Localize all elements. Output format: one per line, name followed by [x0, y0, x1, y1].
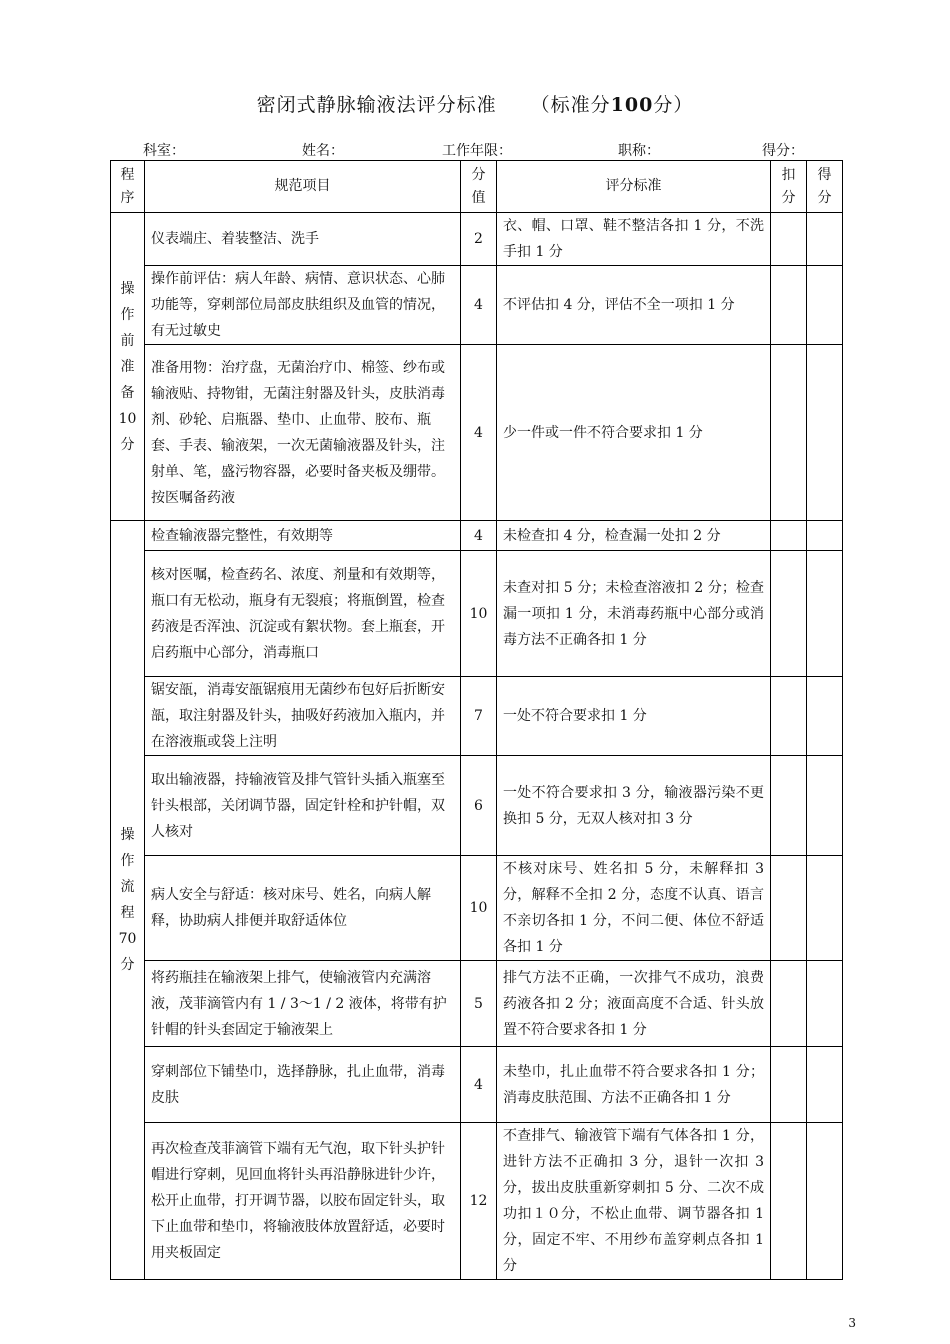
deduct-cell[interactable]: [771, 1047, 807, 1123]
deduct-cell[interactable]: [771, 551, 807, 677]
header-points: 分 值: [461, 161, 497, 213]
table-row: [111, 856, 843, 961]
criteria-cell: 一处不符合要求扣 1 分: [497, 677, 771, 756]
department-label: 科室：: [143, 143, 185, 159]
got-cell[interactable]: [807, 213, 843, 266]
header-criteria: 评分标准: [497, 161, 771, 213]
points-cell: 7: [461, 677, 497, 756]
years-label: 工作年限：: [442, 143, 512, 159]
item-cell: 锯安瓿，消毒安瓿锯痕用无菌纱布包好后折断安瓿，取注射器及针头，抽吸好药液加入瓶内，并在溶液瓶或袋上注明: [145, 677, 461, 756]
points-cell: 4: [461, 1047, 497, 1123]
got-cell[interactable]: [807, 677, 843, 756]
points-cell: 12: [461, 1123, 497, 1280]
title-main: 密闭式静脉输液法评分标准: [256, 94, 497, 116]
item-cell: 准备用物：治疗盘，无菌治疗巾、棉签、纱布或输液贴、持物钳，无菌注射器及针头，皮肤消毒剂、砂轮、启瓶器、垫巾、止血带、胶布、瓶套、手表、输液架，一次无菌输液器及针头，注射单、笔，盛污物容器，必要时备夹板及绷带。按医嘱备药液: [145, 345, 461, 521]
table-row: [111, 551, 843, 677]
deduct-cell[interactable]: [771, 856, 807, 961]
points-cell: 4: [461, 266, 497, 345]
table-row: [111, 677, 843, 756]
criteria-cell: 未检查扣 4 分，检查漏一处扣 2 分: [497, 521, 771, 551]
criteria-cell: 少一件或一件不符合要求扣 1 分: [497, 345, 771, 521]
criteria-cell: 一处不符合要求扣 3 分，输液器污染不更换扣 5 分，无双人核对扣 3 分: [497, 756, 771, 856]
deduct-cell[interactable]: [771, 677, 807, 756]
table-row: [111, 756, 843, 856]
rank-label: 职称：: [618, 143, 660, 159]
item-cell: 操作前评估：病人年龄、病情、意识状态、心肺功能等，穿刺部位局部皮肤组织及血管的情况，有无过敏史: [145, 266, 461, 345]
header-item: 规范项目: [145, 161, 461, 213]
points-cell: 2: [461, 213, 497, 266]
criteria-cell: 衣、帽、口罩、鞋不整洁各扣 1 分，不洗手扣 1 分: [497, 213, 771, 266]
points-cell: 10: [461, 856, 497, 961]
deduct-cell[interactable]: [771, 266, 807, 345]
got-cell[interactable]: [807, 961, 843, 1047]
table-row: [111, 1123, 843, 1280]
got-cell[interactable]: [807, 1123, 843, 1280]
table-row: [111, 961, 843, 1047]
document-title: [0, 90, 950, 117]
title-score-suffix: 分）: [653, 94, 694, 116]
table-row: [111, 521, 843, 551]
criteria-cell: 不评估扣 4 分，评估不全一项扣 1 分: [497, 266, 771, 345]
got-cell[interactable]: [807, 345, 843, 521]
deduct-cell[interactable]: [771, 961, 807, 1047]
table-row: [111, 1047, 843, 1123]
page-number: 3: [848, 1316, 856, 1330]
table-row: [111, 213, 843, 266]
item-cell: 仪表端庄、着装整洁、洗手: [145, 213, 461, 266]
got-cell[interactable]: [807, 521, 843, 551]
header-got: 得 分: [807, 161, 843, 213]
item-cell: 将药瓶挂在输液架上排气，使输液管内充满溶液，茂菲滴管内有 1 / 3～1 / 2 液体，将带有护针帽的针头套固定于输液架上: [145, 961, 461, 1047]
item-cell: 核对医嘱，检查药名、浓度、剂量和有效期等，瓶口有无松动，瓶身有无裂痕；将瓶倒置，检查药液是否浑浊、沉淀或有絮状物。套上瓶套，开启药瓶中心部分，消毒瓶口: [145, 551, 461, 677]
item-cell: 再次检查茂菲滴管下端有无气泡，取下针头护针帽进行穿刺，见回血将针头再沿静脉进针少许，松开止血带，打开调节器，以胶布固定针头，取下止血带和垫巾，将输液肢体放置舒适，必要时用夹板固定: [145, 1123, 461, 1280]
table-header: [111, 161, 843, 213]
deduct-cell[interactable]: [771, 1123, 807, 1280]
item-cell: 穿刺部位下铺垫巾，选择静脉，扎止血带，消毒皮肤: [145, 1047, 461, 1123]
got-cell[interactable]: [807, 856, 843, 961]
criteria-cell: 未垫巾，扎止血带不符合要求各扣 1 分；消毒皮肤范围、方法不正确各扣 1 分: [497, 1047, 771, 1123]
table-row: [111, 266, 843, 345]
points-cell: 4: [461, 345, 497, 521]
title-score-prefix: （标准分: [530, 94, 611, 116]
name-label: 姓名：: [302, 143, 344, 159]
score-label: 得分：: [762, 143, 804, 159]
scoring-table: [110, 160, 843, 1280]
info-line: [0, 140, 950, 160]
got-cell[interactable]: [807, 551, 843, 677]
section-label-process: 操 作 流 程 70 分: [111, 521, 145, 1280]
header-procedure: 程 序: [111, 161, 145, 213]
item-cell: 取出输液器，持输液管及排气管针头插入瓶塞至针头根部，关闭调节器，固定针栓和护针帽，双人核对: [145, 756, 461, 856]
table-row: [111, 345, 843, 521]
criteria-cell: 不核对床号、姓名扣 5 分，未解释扣 3 分，解释不全扣 2 分，态度不认真、语言不亲切各扣 1 分，不问二便、体位不舒适各扣 1 分: [497, 856, 771, 961]
deduct-cell[interactable]: [771, 756, 807, 856]
item-cell: 病人安全与舒适：核对床号、姓名，向病人解释，协助病人排便并取舒适体位: [145, 856, 461, 961]
points-cell: 4: [461, 521, 497, 551]
criteria-cell: 排气方法不正确，一次排气不成功，浪费药液各扣 2 分；液面高度不合适、针头放置不符合要求各扣 1 分: [497, 961, 771, 1047]
got-cell[interactable]: [807, 1047, 843, 1123]
deduct-cell[interactable]: [771, 521, 807, 551]
deduct-cell[interactable]: [771, 213, 807, 266]
section-label-prep: 操 作 前 准 备 10 分: [111, 213, 145, 521]
deduct-cell[interactable]: [771, 345, 807, 521]
points-cell: 6: [461, 756, 497, 856]
item-cell: 检查输液器完整性，有效期等: [145, 521, 461, 551]
title-score-value: 100: [610, 94, 654, 116]
got-cell[interactable]: [807, 756, 843, 856]
criteria-cell: 未查对扣 5 分；未检查溶液扣 2 分；检查漏一项扣 1 分，未消毒药瓶中心部分或消毒方法不正确各扣 1 分: [497, 551, 771, 677]
points-cell: 10: [461, 551, 497, 677]
points-cell: 5: [461, 961, 497, 1047]
criteria-cell: 不查排气、输液管下端有气体各扣 1 分，进针方法不正确扣 3 分，退针一次扣 3 分，拔出皮肤重新穿刺扣 5 分、二次不成功扣１０分，不松止血带、调节器各扣 1 分，固定不牢、不用纱布盖穿刺点各扣 1 分: [497, 1123, 771, 1280]
got-cell[interactable]: [807, 266, 843, 345]
header-deduct: 扣 分: [771, 161, 807, 213]
table-body: [111, 213, 843, 1280]
